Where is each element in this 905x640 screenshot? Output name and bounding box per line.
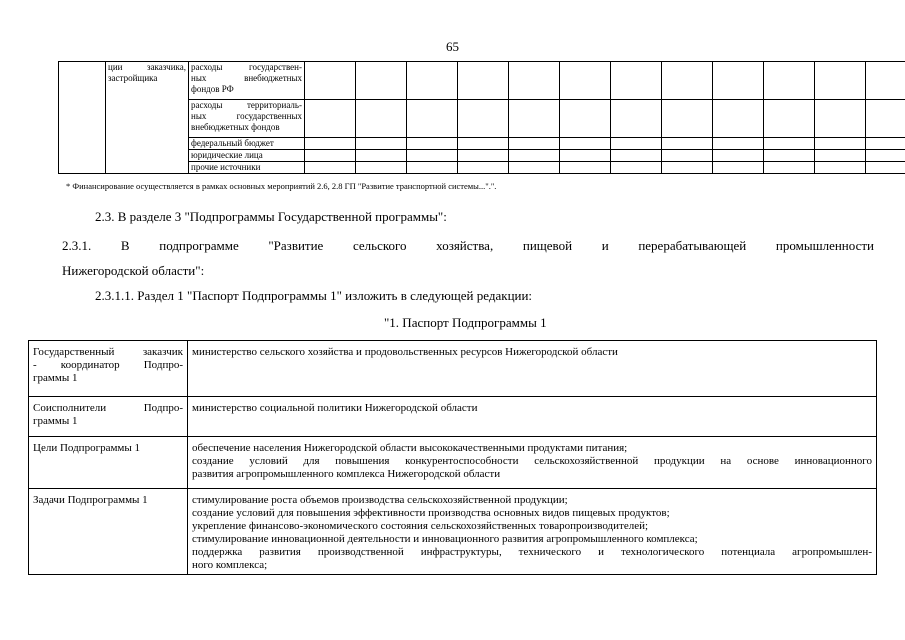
value-cell bbox=[560, 162, 611, 174]
funding-source-label bbox=[189, 162, 305, 174]
value-cell bbox=[713, 62, 764, 100]
value-cell bbox=[815, 62, 866, 100]
funding-source-line: внебюджетных фондов bbox=[191, 122, 280, 132]
passport-value-line: стимулирование инновационной деятельности и инновационного развития агропромышленного комплекса; bbox=[192, 533, 698, 545]
value-cell bbox=[305, 162, 356, 174]
customer-cell: ции заказчика, застройщика bbox=[106, 62, 189, 174]
value-cell bbox=[356, 138, 407, 150]
value-cell bbox=[815, 138, 866, 150]
value-cell bbox=[662, 100, 713, 138]
paragraph-2-3-1-line1: 2.3.1. В подпрограмме "Развитие сельского хозяйства, пищевой и перерабатывающей промышленности bbox=[62, 238, 874, 253]
value-cell bbox=[866, 162, 905, 174]
value-cell bbox=[764, 150, 815, 162]
value-cell bbox=[662, 150, 713, 162]
passport-key bbox=[29, 397, 188, 437]
value-cell bbox=[713, 162, 764, 174]
value-cell bbox=[356, 150, 407, 162]
passport-value-line: создание условий для повышения конкурентоспособности сельскохозяйственной продукции на основе инновационного bbox=[192, 455, 872, 467]
value-cell bbox=[815, 162, 866, 174]
passport-key bbox=[29, 341, 188, 397]
value-cell bbox=[407, 162, 458, 174]
passport-value-line: ного комплекса; bbox=[192, 559, 268, 571]
passport-key-line: Задачи Подпрограммы 1 bbox=[33, 494, 148, 506]
value-cell bbox=[611, 100, 662, 138]
value-cell bbox=[764, 62, 815, 100]
passport-key-line: граммы 1 bbox=[33, 372, 78, 384]
paragraph-2-3-1-line2: Нижегородской области": bbox=[62, 263, 205, 278]
value-cell bbox=[764, 100, 815, 138]
row-number-cell bbox=[59, 62, 106, 174]
paragraph-2-3: 2.3. В разделе 3 "Подпрограммы Государственной программы": bbox=[95, 209, 447, 224]
passport-title: "1. Паспорт Подпрограммы 1 bbox=[384, 315, 547, 330]
value-cell bbox=[560, 62, 611, 100]
passport-value bbox=[188, 397, 877, 437]
passport-key-line: Соисполнители Подпро- bbox=[33, 402, 183, 414]
passport-value-line: стимулирование роста объемов производства сельскохозяйственной продукции; bbox=[192, 494, 568, 506]
value-cell bbox=[407, 150, 458, 162]
funding-source-label bbox=[189, 100, 305, 138]
value-cell bbox=[764, 138, 815, 150]
value-cell bbox=[764, 162, 815, 174]
value-cell bbox=[509, 138, 560, 150]
value-cell bbox=[407, 138, 458, 150]
value-cell bbox=[866, 150, 905, 162]
passport-value-line: обеспечение населения Нижегородской области высококачественными продуктами питания; bbox=[192, 442, 628, 454]
value-cell bbox=[458, 62, 509, 100]
funding-source-label bbox=[189, 62, 305, 100]
value-cell bbox=[866, 62, 905, 100]
funding-source-line: расходы государствен- bbox=[191, 62, 302, 72]
value-cell bbox=[509, 162, 560, 174]
value-cell bbox=[560, 150, 611, 162]
value-cell bbox=[509, 150, 560, 162]
passport-value bbox=[188, 341, 877, 397]
passport-key-line: Государственный заказчик bbox=[33, 346, 183, 358]
value-cell bbox=[509, 100, 560, 138]
passport-row bbox=[29, 437, 877, 489]
value-cell bbox=[662, 138, 713, 150]
footnote: * Финансирование осуществляется в рамках основных мероприятий 2.6, 2.8 ГП "Развитие транспортной системы...".". bbox=[66, 181, 497, 191]
value-cell bbox=[560, 138, 611, 150]
value-cell bbox=[458, 138, 509, 150]
passport-value-line: развития агропромышленного комплекса Нижегородской области bbox=[192, 468, 501, 480]
funding-source-line: федеральный бюджет bbox=[191, 138, 274, 148]
value-cell bbox=[407, 100, 458, 138]
value-cell bbox=[305, 138, 356, 150]
value-cell bbox=[407, 62, 458, 100]
passport-key bbox=[29, 437, 188, 489]
funding-source-line: ных государственных bbox=[191, 111, 302, 121]
value-cell bbox=[662, 162, 713, 174]
value-cell bbox=[509, 62, 560, 100]
value-cell bbox=[866, 100, 905, 138]
passport-value-line: укрепление финансово-экономического состояния сельскохозяйственных товаропроизводителей; bbox=[192, 520, 649, 532]
passport-row bbox=[29, 341, 877, 397]
passport-row bbox=[29, 397, 877, 437]
passport-key-line: граммы 1 bbox=[33, 415, 78, 427]
value-cell bbox=[815, 150, 866, 162]
funding-source-line: ных внебюджетных bbox=[191, 73, 302, 83]
passport-key-line: - координатор Подпро- bbox=[33, 359, 183, 371]
value-cell bbox=[611, 150, 662, 162]
funding-source-label bbox=[189, 150, 305, 162]
financing-table-continuation bbox=[58, 61, 905, 174]
value-cell bbox=[713, 150, 764, 162]
passport-row bbox=[29, 489, 877, 575]
value-cell bbox=[611, 138, 662, 150]
page-number: 65 bbox=[446, 39, 459, 54]
value-cell bbox=[560, 100, 611, 138]
value-cell bbox=[305, 150, 356, 162]
passport-value bbox=[188, 437, 877, 489]
funding-source-line: прочие источники bbox=[191, 162, 261, 172]
value-cell bbox=[713, 138, 764, 150]
value-cell bbox=[815, 100, 866, 138]
value-cell bbox=[866, 138, 905, 150]
passport-value bbox=[188, 489, 877, 575]
value-cell bbox=[662, 62, 713, 100]
value-cell bbox=[458, 162, 509, 174]
value-cell bbox=[458, 100, 509, 138]
value-cell bbox=[611, 62, 662, 100]
value-cell bbox=[305, 100, 356, 138]
funding-source-line: юридические лица bbox=[191, 150, 263, 160]
value-cell bbox=[356, 162, 407, 174]
value-cell bbox=[611, 162, 662, 174]
passport-value-line: министерство социальной политики Нижегородской области bbox=[192, 402, 478, 414]
passport-key bbox=[29, 489, 188, 575]
financing-row bbox=[59, 62, 905, 100]
value-cell bbox=[713, 100, 764, 138]
passport-value-line: поддержка развития производственной инфраструктуры, технического и технологического потенциала агропромышлен- bbox=[192, 546, 872, 558]
value-cell bbox=[458, 150, 509, 162]
paragraph-2-3-1-1: 2.3.1.1. Раздел 1 "Паспорт Подпрограммы 1" изложить в следующей редакции: bbox=[95, 288, 533, 303]
passport-value-line: создание условий для повышения эффективности производства основных видов пищевых продуктов; bbox=[192, 507, 670, 519]
funding-source-line: расходы территориаль- bbox=[191, 100, 302, 110]
passport-table bbox=[28, 340, 877, 575]
value-cell bbox=[356, 100, 407, 138]
passport-value-line: министерство сельского хозяйства и продовольственных ресурсов Нижегородской области bbox=[192, 346, 618, 358]
funding-source-line: фондов РФ bbox=[191, 84, 234, 94]
value-cell bbox=[305, 62, 356, 100]
value-cell bbox=[356, 62, 407, 100]
passport-key-line: Цели Подпрограммы 1 bbox=[33, 442, 141, 454]
funding-source-label bbox=[189, 138, 305, 150]
